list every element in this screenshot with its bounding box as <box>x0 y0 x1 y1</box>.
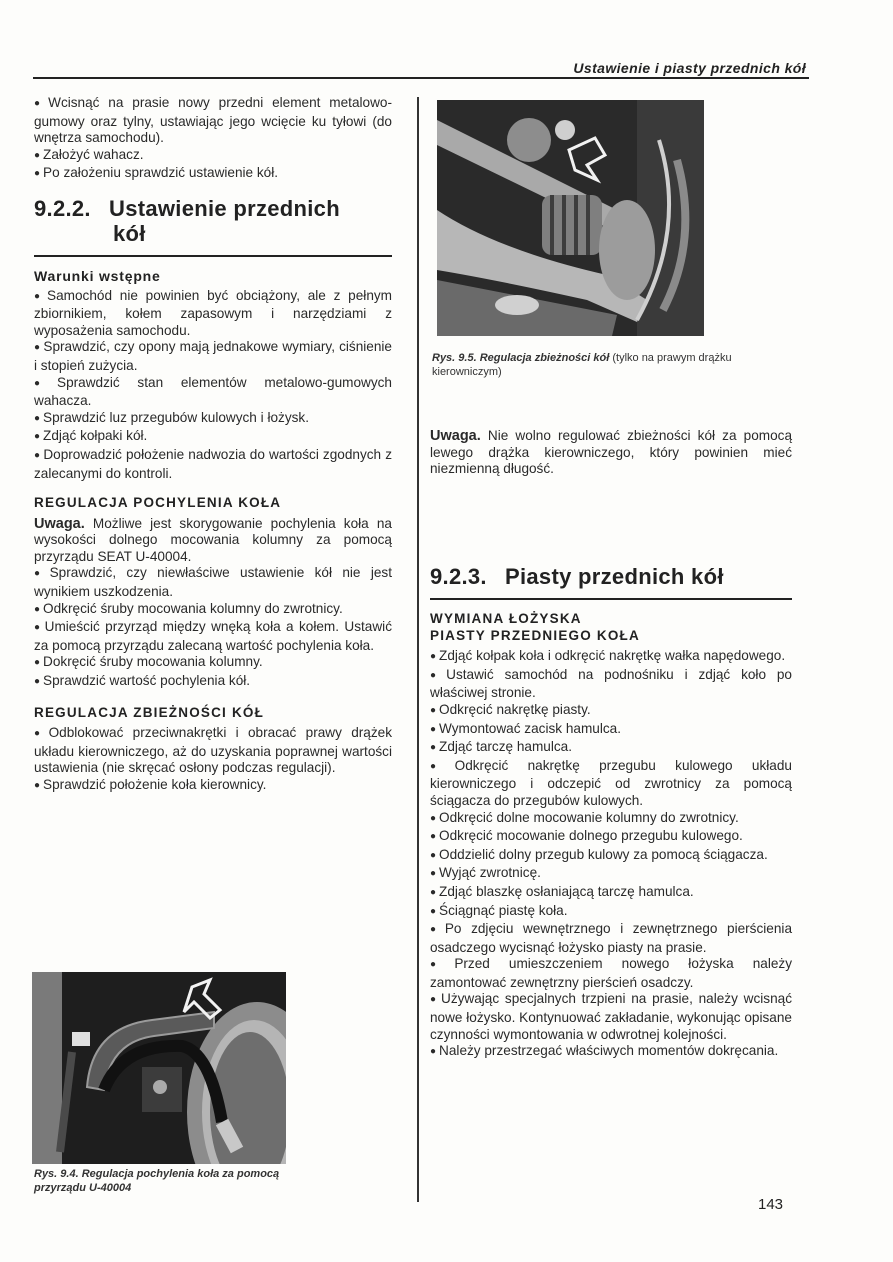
section-heading-922 <box>34 196 392 246</box>
section-number: 9.2.3. <box>430 564 487 589</box>
note-text: Nie wolno regulować zbieżności kół za pomocą lewego drążka kierowniczego, który powinien mieć niezmienną długość. <box>430 428 793 477</box>
section-heading-923 <box>430 564 792 589</box>
caption-line: przyrządu U-40004 <box>34 1181 132 1194</box>
list-item: ● Używając specjalnych trzpieni na prasie, należy wcisnąć nowe łożysko. Kontynuować zakładanie, wykonując opisane czynności wymontowania w odwrotnej kolejności. <box>430 991 792 1043</box>
note-text: Możliwe jest skorygowanie pochylenia koła na wysokości dolnego mocowania kolumny za pomocą przyrządu SEAT U-40004. <box>34 515 392 564</box>
subheading-wymiana <box>430 611 792 644</box>
list-item: ● Oddzielić dolny przegub kulowy za pomocą ściągacza. <box>430 847 792 866</box>
list-item: ● Sprawdzić luz przegubów kulowych i łożysk. <box>34 410 392 429</box>
section-title-cont: kół <box>113 220 146 246</box>
note-paragraph <box>34 516 392 566</box>
list-item: ● Sprawdzić, czy opony mają jednakowe wymiary, ciśnienie i stopień zużycia. <box>34 339 392 374</box>
list-item: ● Zdjąć kołpaki kół. <box>34 428 392 447</box>
list-item: ● Sprawdzić, czy niewłaściwe ustawienie kół nie jest wynikiem uszkodzenia. <box>34 565 392 600</box>
list-item: ● Odkręcić nakrętkę piasty. <box>430 702 792 721</box>
list-item: ● Sprawdzić położenie koła kierownicy. <box>34 777 392 796</box>
note-paragraph <box>430 428 792 478</box>
left-column <box>34 95 392 796</box>
figure-9-4-caption <box>34 1168 374 1195</box>
page-number: 143 <box>758 1196 784 1213</box>
figure-9-5-caption <box>432 352 792 379</box>
note-label: Uwaga. <box>430 428 481 444</box>
list-item: ● Należy przestrzegać właściwych momentów dokręcania. <box>430 1043 792 1062</box>
list-item: ● Odblokować przeciwnakrętki i obracać prawy drążek układu kierowniczego, aż do uzyskania poprawnej wartości ustawienia (nie skręcać osłony podczas regulacji). <box>34 725 392 777</box>
list-item: ● Wyjąć zwrotnicę. <box>430 865 792 884</box>
list-item: ● Sprawdzić wartość pochylenia kół. <box>34 673 392 692</box>
list-item: ● Zdjąć kołpak koła i odkręcić nakrętkę wałka napędowego. <box>430 648 792 667</box>
right-column-section <box>430 564 792 1062</box>
list-item: ● Zdjąć blaszkę osłaniającą tarczę hamulca. <box>430 884 792 903</box>
section-title: Piasty przednich kół <box>505 564 724 589</box>
header-rule <box>33 77 809 79</box>
subheading-line: PIASTY PRZEDNIEGO KOŁA <box>430 627 640 643</box>
list-item: ● Odkręcić nakrętkę przegubu kulowego układu kierowniczego i odczepić od zwrotnicy za pomocą ściągacza do przegubów kulowych. <box>430 758 792 810</box>
list-item: ● Ściągnąć piastę koła. <box>430 903 792 922</box>
list-item: ● Przed umieszczeniem nowego łożyska należy zamontować zewnętrzny pierścień osadczy. <box>430 956 792 991</box>
caption-bold: Rys. 9.5. Regulacja zbieżności kół <box>432 352 610 364</box>
list-item: ● Dokręcić śruby mocowania kolumny. <box>34 654 392 673</box>
figure-9-4-photo <box>32 972 286 1164</box>
note-label: Uwaga. <box>34 515 85 532</box>
section-title: Ustawienie przednich <box>109 195 340 221</box>
list-item: ● Doprowadzić położenie nadwozia do wartości zgodnych z zalecanymi do kontroli. <box>34 447 392 482</box>
list-item: ● Wcisnąć na prasie nowy przedni element metalowo-gumowy oraz tylny, ustawiając jego wcięcie ku tyłowi (do wnętrza samochodu). <box>34 95 392 147</box>
list-item: ● Odkręcić dolne mocowanie kolumny do zwrotnicy. <box>430 810 792 829</box>
list-item: ● Odkręcić mocowanie dolnego przegubu kulowego. <box>430 828 792 847</box>
list-item: ● Ustawić samochód na podnośniku i zdjąć koło po właściwej stronie. <box>430 667 792 702</box>
list-item: ● Umieścić przyrząd między wnęką koła a kołem. Ustawić za pomocą przyrządu zalecaną wartość pochylenia koła. <box>34 619 392 654</box>
list-item: ● Odkręcić śruby mocowania kolumny do zwrotnicy. <box>34 601 392 620</box>
list-item: ● Po założeniu sprawdzić ustawienie kół. <box>34 165 392 184</box>
list-item: ● Po zdjęciu wewnętrznego i zewnętrznego pierścienia osadczego wycisnąć łożysko piasty na prasie. <box>430 921 792 956</box>
list-item: ● Zdjąć tarczę hamulca. <box>430 739 792 758</box>
list-item: ● Samochód nie powinien być obciążony, ale z pełnym zbiornikiem, kołem zapasowym i narzędziami z wyposażenia samochodu. <box>34 288 392 340</box>
section-number: 9.2.2. <box>34 195 91 221</box>
subheading-line: WYMIANA ŁOŻYSKA <box>430 611 582 626</box>
caption-rest: (tylko na prawym drążku kierowniczym) <box>432 352 732 378</box>
column-divider <box>417 97 419 1202</box>
subheading-zbieznosc: REGULACJA ZBIEŻNOŚCI KÓŁ <box>34 704 265 720</box>
running-head: Ustawienie i piasty przednich kół <box>573 60 806 76</box>
figure-9-5-photo <box>437 100 704 336</box>
subheading-pochylenie: REGULACJA POCHYLENIA KOŁA <box>34 495 282 511</box>
right-note <box>430 428 792 478</box>
list-item: ● Założyć wahacz. <box>34 147 392 166</box>
list-item: ● Wymontować zacisk hamulca. <box>430 721 792 740</box>
list-item: ● Sprawdzić stan elementów metalowo-gumowych wahacza. <box>34 375 392 410</box>
subheading-warunki: Warunki wstępne <box>34 267 161 284</box>
caption-line: Rys. 9.4. Regulacja pochylenia koła za pomocą <box>34 1168 280 1180</box>
